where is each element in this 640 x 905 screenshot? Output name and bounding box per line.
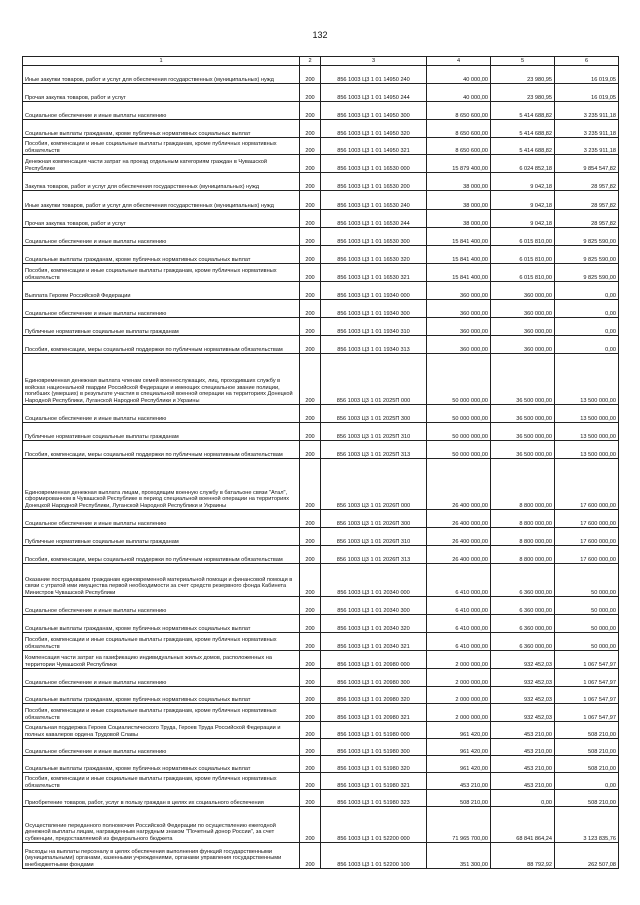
row-line-code: 200 <box>300 66 321 84</box>
row-executed-amount: 6 015 810,00 <box>491 264 555 282</box>
row-classification-code: 856 1003 Ц3 1 01 20340 000 <box>321 564 427 597</box>
row-classification-code: 856 1003 Ц3 1 01 2025П 300 <box>321 405 427 423</box>
row-line-code: 200 <box>300 459 321 510</box>
row-classification-code: 856 1003 Ц3 1 01 19340 313 <box>321 336 427 354</box>
row-name: Иные закупки товаров, работ и услуг для обеспечения государственных (муниципальных) нужд <box>23 191 300 210</box>
row-unexecuted-amount: 9 825 590,00 <box>555 228 619 246</box>
row-unexecuted-amount: 50 000,00 <box>555 615 619 633</box>
table-row <box>23 210 619 228</box>
table-row <box>23 687 619 704</box>
row-name: Оказание пострадавшим гражданам единовременной материальной помощи и финансовой помощи в связи с утратой ими имущества первой необходимости за счет средств резервного фонда Кабинета Министров Чувашской Республики <box>23 564 300 597</box>
row-name: Социальное обеспечение и иные выплаты населению <box>23 300 300 318</box>
row-classification-code: 856 1003 Ц3 1 01 16530 321 <box>321 264 427 282</box>
row-executed-amount: 5 414 688,82 <box>491 138 555 155</box>
row-name: Пособия, компенсации и иные социальные выплаты гражданам, кроме публичных нормативных обязательств <box>23 264 300 282</box>
row-executed-amount: 8 800 000,00 <box>491 510 555 528</box>
row-classification-code: 856 1003 Ц3 1 01 19340 310 <box>321 318 427 336</box>
row-name: Социальные выплаты гражданам, кроме публичных нормативных социальных выплат <box>23 615 300 633</box>
row-name: Публичные нормативные социальные выплаты гражданам <box>23 528 300 546</box>
row-unexecuted-amount: 17 600 000,00 <box>555 546 619 564</box>
row-line-code: 200 <box>300 102 321 120</box>
row-unexecuted-amount: 9 825 590,00 <box>555 264 619 282</box>
row-executed-amount: 360 000,00 <box>491 318 555 336</box>
row-name: Социальное обеспечение и иные выплаты населению <box>23 102 300 120</box>
row-executed-amount: 453 210,00 <box>491 773 555 790</box>
row-classification-code: 856 1003 Ц3 1 01 20340 320 <box>321 615 427 633</box>
row-unexecuted-amount: 0,00 <box>555 336 619 354</box>
row-approved-amount: 2 000 000,00 <box>427 651 491 669</box>
row-line-code: 200 <box>300 264 321 282</box>
row-unexecuted-amount: 3 123 835,76 <box>555 807 619 843</box>
row-classification-code: 856 1003 Ц3 1 01 20980 000 <box>321 651 427 669</box>
row-executed-amount: 9 042,18 <box>491 191 555 210</box>
row-name: Приобретение товаров, работ, услуг в пользу граждан в целях их социального обеспечения <box>23 790 300 807</box>
row-classification-code: 856 1003 Ц3 1 01 2026П 313 <box>321 546 427 564</box>
row-classification-code: 856 1003 Ц3 1 01 51980 323 <box>321 790 427 807</box>
row-unexecuted-amount: 0,00 <box>555 773 619 790</box>
row-unexecuted-amount: 13 500 000,00 <box>555 405 619 423</box>
row-unexecuted-amount: 28 957,82 <box>555 191 619 210</box>
row-classification-code: 856 1003 Ц3 1 01 51980 000 <box>321 722 427 739</box>
row-approved-amount: 50 000 000,00 <box>427 354 491 405</box>
row-name: Денежная компенсация части затрат на проезд отдельным категориям граждан в Чувашской Республике <box>23 155 300 173</box>
row-line-code: 200 <box>300 615 321 633</box>
table-row <box>23 405 619 423</box>
row-line-code: 200 <box>300 704 321 722</box>
row-name: Социальные выплаты гражданам, кроме публичных нормативных социальных выплат <box>23 687 300 704</box>
row-classification-code: 856 1003 Ц3 1 01 16530 300 <box>321 228 427 246</box>
row-line-code: 200 <box>300 790 321 807</box>
row-executed-amount: 6 360 000,00 <box>491 597 555 615</box>
row-approved-amount: 26 400 000,00 <box>427 528 491 546</box>
row-executed-amount: 9 042,18 <box>491 173 555 191</box>
row-unexecuted-amount: 0,00 <box>555 282 619 300</box>
row-name: Социальное обеспечение и иные выплаты населению <box>23 510 300 528</box>
row-executed-amount: 8 800 000,00 <box>491 546 555 564</box>
row-name: Социальные выплаты гражданам, кроме публичных нормативных социальных выплат <box>23 756 300 773</box>
row-unexecuted-amount: 50 000,00 <box>555 633 619 651</box>
row-unexecuted-amount: 28 957,82 <box>555 210 619 228</box>
table-row <box>23 282 619 300</box>
row-approved-amount: 38 000,00 <box>427 210 491 228</box>
row-executed-amount: 932 452,03 <box>491 669 555 687</box>
row-unexecuted-amount: 17 600 000,00 <box>555 528 619 546</box>
row-classification-code: 856 1003 Ц3 1 01 20340 300 <box>321 597 427 615</box>
row-classification-code: 856 1003 Ц3 1 01 20980 321 <box>321 704 427 722</box>
row-name: Пособия, компенсации, меры социальной поддержки по публичным нормативным обязательствам <box>23 336 300 354</box>
row-approved-amount: 2 000 000,00 <box>427 669 491 687</box>
row-executed-amount: 932 452,03 <box>491 704 555 722</box>
table-row <box>23 510 619 528</box>
row-executed-amount: 23 980,95 <box>491 84 555 102</box>
table-row <box>23 246 619 264</box>
row-approved-amount: 50 000 000,00 <box>427 441 491 459</box>
row-approved-amount: 38 000,00 <box>427 173 491 191</box>
row-unexecuted-amount: 508 210,00 <box>555 756 619 773</box>
row-name: Иные закупки товаров, работ и услуг для обеспечения государственных (муниципальных) нужд <box>23 66 300 84</box>
page-number: 132 <box>312 30 328 40</box>
table-row <box>23 318 619 336</box>
row-unexecuted-amount: 9 854 547,82 <box>555 155 619 173</box>
row-classification-code: 856 1003 Ц3 1 01 19340 000 <box>321 282 427 300</box>
row-classification-code: 856 1003 Ц3 1 01 2025П 310 <box>321 423 427 441</box>
row-unexecuted-amount: 3 235 911,18 <box>555 120 619 138</box>
table-row <box>23 669 619 687</box>
row-line-code: 200 <box>300 441 321 459</box>
row-classification-code: 856 1003 Ц3 1 01 16530 244 <box>321 210 427 228</box>
row-unexecuted-amount: 16 019,05 <box>555 66 619 84</box>
row-executed-amount: 36 500 000,00 <box>491 354 555 405</box>
row-classification-code: 856 1003 Ц3 1 01 51980 321 <box>321 773 427 790</box>
row-unexecuted-amount: 13 500 000,00 <box>555 441 619 459</box>
row-classification-code: 856 1003 Ц3 1 01 16530 200 <box>321 173 427 191</box>
row-name: Социальное обеспечение и иные выплаты населению <box>23 739 300 756</box>
row-line-code: 200 <box>300 84 321 102</box>
row-name: Социальные выплаты гражданам, кроме публичных нормативных социальных выплат <box>23 246 300 264</box>
row-classification-code: 856 1003 Ц3 1 01 20340 321 <box>321 633 427 651</box>
row-line-code: 200 <box>300 155 321 173</box>
row-name: Социальное обеспечение и иные выплаты населению <box>23 597 300 615</box>
row-executed-amount: 5 414 688,82 <box>491 102 555 120</box>
row-executed-amount: 88 792,92 <box>491 843 555 869</box>
row-line-code: 200 <box>300 191 321 210</box>
row-unexecuted-amount: 50 000,00 <box>555 564 619 597</box>
row-approved-amount: 8 650 600,00 <box>427 138 491 155</box>
table-row <box>23 807 619 843</box>
row-approved-amount: 961 420,00 <box>427 722 491 739</box>
row-name: Пособия, компенсации, меры социальной поддержки по публичным нормативным обязательствам <box>23 546 300 564</box>
row-line-code: 200 <box>300 528 321 546</box>
row-name: Публичные нормативные социальные выплаты гражданам <box>23 423 300 441</box>
row-executed-amount: 8 800 000,00 <box>491 459 555 510</box>
row-approved-amount: 26 400 000,00 <box>427 510 491 528</box>
table-row <box>23 441 619 459</box>
row-approved-amount: 360 000,00 <box>427 282 491 300</box>
column-header: 6 <box>555 57 619 66</box>
row-classification-code: 856 1003 Ц3 1 01 51980 300 <box>321 739 427 756</box>
row-executed-amount: 932 452,03 <box>491 687 555 704</box>
row-executed-amount: 6 360 000,00 <box>491 564 555 597</box>
row-approved-amount: 2 000 000,00 <box>427 704 491 722</box>
row-executed-amount: 453 210,00 <box>491 756 555 773</box>
row-classification-code: 856 1003 Ц3 1 01 14950 320 <box>321 120 427 138</box>
row-approved-amount: 6 410 000,00 <box>427 597 491 615</box>
table-row <box>23 459 619 510</box>
table-row <box>23 120 619 138</box>
row-line-code: 200 <box>300 120 321 138</box>
row-approved-amount: 961 420,00 <box>427 739 491 756</box>
row-classification-code: 856 1003 Ц3 1 01 16530 320 <box>321 246 427 264</box>
row-classification-code: 856 1003 Ц3 1 01 20980 300 <box>321 669 427 687</box>
row-unexecuted-amount: 508 210,00 <box>555 722 619 739</box>
row-executed-amount: 360 000,00 <box>491 282 555 300</box>
table-row <box>23 528 619 546</box>
row-name: Пособия, компенсации и иные социальные выплаты гражданам, кроме публичных нормативных обязательств <box>23 633 300 651</box>
row-name: Расходы на выплаты персоналу в целях обеспечения выполнения функций государственными (муниципальными) органами, казенными учреждениями, органами управления государственными внебюджетными фондами <box>23 843 300 869</box>
row-approved-amount: 15 841 400,00 <box>427 246 491 264</box>
row-approved-amount: 360 000,00 <box>427 318 491 336</box>
row-unexecuted-amount: 1 067 547,97 <box>555 704 619 722</box>
row-executed-amount: 36 500 000,00 <box>491 423 555 441</box>
row-line-code: 200 <box>300 756 321 773</box>
row-classification-code: 856 1003 Ц3 1 01 51980 320 <box>321 756 427 773</box>
table-row <box>23 191 619 210</box>
table-row <box>23 354 619 405</box>
table-row <box>23 102 619 120</box>
table-row <box>23 66 619 84</box>
row-line-code: 200 <box>300 546 321 564</box>
row-unexecuted-amount: 3 235 911,18 <box>555 102 619 120</box>
row-unexecuted-amount: 3 235 911,18 <box>555 138 619 155</box>
row-executed-amount: 360 000,00 <box>491 300 555 318</box>
row-name: Выплата Героям Российской Федерации <box>23 282 300 300</box>
table-row <box>23 336 619 354</box>
table-row <box>23 756 619 773</box>
row-unexecuted-amount: 9 825 590,00 <box>555 246 619 264</box>
table-row <box>23 264 619 282</box>
row-unexecuted-amount: 1 067 547,97 <box>555 669 619 687</box>
row-approved-amount: 360 000,00 <box>427 300 491 318</box>
table-row <box>23 633 619 651</box>
table-row <box>23 84 619 102</box>
row-executed-amount: 36 500 000,00 <box>491 405 555 423</box>
row-approved-amount: 71 965 700,00 <box>427 807 491 843</box>
table-row <box>23 300 619 318</box>
row-line-code: 200 <box>300 210 321 228</box>
table-row <box>23 773 619 790</box>
row-line-code: 200 <box>300 173 321 191</box>
row-unexecuted-amount: 508 210,00 <box>555 790 619 807</box>
table-row <box>23 704 619 722</box>
row-approved-amount: 50 000 000,00 <box>427 405 491 423</box>
row-approved-amount: 6 410 000,00 <box>427 633 491 651</box>
row-executed-amount: 6 015 810,00 <box>491 228 555 246</box>
row-unexecuted-amount: 16 019,05 <box>555 84 619 102</box>
row-classification-code: 856 1003 Ц3 1 01 20980 320 <box>321 687 427 704</box>
table-row <box>23 138 619 155</box>
row-line-code: 200 <box>300 597 321 615</box>
row-approved-amount: 15 841 400,00 <box>427 264 491 282</box>
table-row <box>23 173 619 191</box>
row-line-code: 200 <box>300 228 321 246</box>
row-unexecuted-amount: 1 067 547,97 <box>555 687 619 704</box>
row-executed-amount: 5 414 688,82 <box>491 120 555 138</box>
table-row <box>23 615 619 633</box>
row-approved-amount: 40 000,00 <box>427 84 491 102</box>
row-unexecuted-amount: 13 500 000,00 <box>555 423 619 441</box>
row-executed-amount: 453 210,00 <box>491 739 555 756</box>
row-name: Компенсация части затрат на газификацию индивидуальных жилых домов, расположенных на территории Чувашской Республики <box>23 651 300 669</box>
row-line-code: 200 <box>300 300 321 318</box>
row-line-code: 200 <box>300 138 321 155</box>
row-unexecuted-amount: 50 000,00 <box>555 597 619 615</box>
row-line-code: 200 <box>300 510 321 528</box>
row-name: Пособия, компенсации и иные социальные выплаты гражданам, кроме публичных нормативных обязательств <box>23 704 300 722</box>
column-header: 3 <box>321 57 427 66</box>
row-line-code: 200 <box>300 405 321 423</box>
row-approved-amount: 15 841 400,00 <box>427 228 491 246</box>
row-name: Социальная поддержка Героев Социалистического Труда, Героев Труда Российской Федерации и полных кавалеров ордена Трудовой Славы <box>23 722 300 739</box>
table-row <box>23 722 619 739</box>
table-row <box>23 651 619 669</box>
row-name: Публичные нормативные социальные выплаты гражданам <box>23 318 300 336</box>
row-unexecuted-amount: 13 500 000,00 <box>555 354 619 405</box>
table-row <box>23 790 619 807</box>
row-unexecuted-amount: 0,00 <box>555 300 619 318</box>
row-name: Закупка товаров, работ и услуг для обеспечения государственных (муниципальных) нужд <box>23 173 300 191</box>
row-name: Пособия, компенсации, меры социальной поддержки по публичным нормативным обязательствам <box>23 441 300 459</box>
row-name: Пособия, компенсации и иные социальные выплаты гражданам, кроме публичных нормативных обязательств <box>23 773 300 790</box>
row-name: Осуществление переданного полномочия Российской Федерации по осуществлению ежегодной денежной выплаты лицам, награжденным нагрудным знаком "Почетный донор России", за счет субвенции, предоставляемой из федерального бюджета <box>23 807 300 843</box>
row-approved-amount: 360 000,00 <box>427 336 491 354</box>
row-line-code: 200 <box>300 423 321 441</box>
row-line-code: 200 <box>300 354 321 405</box>
row-unexecuted-amount: 17 600 000,00 <box>555 510 619 528</box>
row-classification-code: 856 1003 Ц3 1 01 14950 244 <box>321 84 427 102</box>
row-name: Единовременная денежная выплата лицам, проходящим военную службу в батальоне связи "Атал", сформированном в Чувашской Республике в период специальной военной операции на территориях Донецкой Народной Республики, Луганской Народной Республики и Украины <box>23 459 300 510</box>
row-executed-amount: 68 841 864,24 <box>491 807 555 843</box>
row-line-code: 200 <box>300 669 321 687</box>
column-header: 4 <box>427 57 491 66</box>
row-approved-amount: 351 300,00 <box>427 843 491 869</box>
row-approved-amount: 26 400 000,00 <box>427 546 491 564</box>
row-name: Пособия, компенсации и иные социальные выплаты гражданам, кроме публичных нормативных обязательств <box>23 138 300 155</box>
row-name: Прочая закупка товаров, работ и услуг <box>23 84 300 102</box>
row-approved-amount: 961 420,00 <box>427 756 491 773</box>
table-row <box>23 423 619 441</box>
row-executed-amount: 6 360 000,00 <box>491 615 555 633</box>
row-classification-code: 856 1003 Ц3 1 01 19340 300 <box>321 300 427 318</box>
table-row <box>23 564 619 597</box>
row-line-code: 200 <box>300 282 321 300</box>
row-classification-code: 856 1003 Ц3 1 01 16530 000 <box>321 155 427 173</box>
row-approved-amount: 6 410 000,00 <box>427 615 491 633</box>
table-header-row <box>23 57 619 66</box>
row-executed-amount: 6 015 810,00 <box>491 246 555 264</box>
table-row <box>23 155 619 173</box>
row-classification-code: 856 1003 Ц3 1 01 2025П 000 <box>321 354 427 405</box>
row-executed-amount: 9 042,18 <box>491 210 555 228</box>
row-unexecuted-amount: 508 210,00 <box>555 739 619 756</box>
row-executed-amount: 36 500 000,00 <box>491 441 555 459</box>
row-line-code: 200 <box>300 739 321 756</box>
row-executed-amount: 0,00 <box>491 790 555 807</box>
row-classification-code: 856 1003 Ц3 1 01 2026П 000 <box>321 459 427 510</box>
row-approved-amount: 15 879 400,00 <box>427 155 491 173</box>
row-executed-amount: 932 452,03 <box>491 651 555 669</box>
row-approved-amount: 508 210,00 <box>427 790 491 807</box>
row-approved-amount: 50 000 000,00 <box>427 423 491 441</box>
column-header: 5 <box>491 57 555 66</box>
row-unexecuted-amount: 17 600 000,00 <box>555 459 619 510</box>
row-name: Социальное обеспечение и иные выплаты населению <box>23 228 300 246</box>
row-approved-amount: 38 000,00 <box>427 191 491 210</box>
row-name: Единовременная денежная выплата членам семей военнослужащих, лиц, проходивших службу в войсках национальной гвардии Российской Федерации и имеющих специальное звание полиции, погибших (умерших) в результате участия в специальной военной операции на территориях Донецкой Народной Республики, Луганской Народной Республики и Украины <box>23 354 300 405</box>
row-unexecuted-amount: 262 507,08 <box>555 843 619 869</box>
row-line-code: 200 <box>300 318 321 336</box>
row-name: Социальные выплаты гражданам, кроме публичных нормативных социальных выплат <box>23 120 300 138</box>
row-line-code: 200 <box>300 807 321 843</box>
row-classification-code: 856 1003 Ц3 1 01 14950 321 <box>321 138 427 155</box>
row-executed-amount: 6 024 852,18 <box>491 155 555 173</box>
row-approved-amount: 6 410 000,00 <box>427 564 491 597</box>
row-classification-code: 856 1003 Ц3 1 01 2026П 310 <box>321 528 427 546</box>
row-line-code: 200 <box>300 687 321 704</box>
row-unexecuted-amount: 28 957,82 <box>555 173 619 191</box>
row-executed-amount: 360 000,00 <box>491 336 555 354</box>
row-line-code: 200 <box>300 773 321 790</box>
row-name: Прочая закупка товаров, работ и услуг <box>23 210 300 228</box>
row-line-code: 200 <box>300 651 321 669</box>
row-classification-code: 856 1003 Ц3 1 01 52200 000 <box>321 807 427 843</box>
column-header: 1 <box>23 57 300 66</box>
row-executed-amount: 6 360 000,00 <box>491 633 555 651</box>
row-approved-amount: 26 400 000,00 <box>427 459 491 510</box>
budget-execution-table <box>22 56 619 869</box>
row-approved-amount: 40 000,00 <box>427 66 491 84</box>
table-row <box>23 546 619 564</box>
row-executed-amount: 8 800 000,00 <box>491 528 555 546</box>
row-classification-code: 856 1003 Ц3 1 01 52200 100 <box>321 843 427 869</box>
row-classification-code: 856 1003 Ц3 1 01 14950 240 <box>321 66 427 84</box>
row-line-code: 200 <box>300 843 321 869</box>
table-row <box>23 597 619 615</box>
row-classification-code: 856 1003 Ц3 1 01 16530 240 <box>321 191 427 210</box>
row-unexecuted-amount: 1 067 547,97 <box>555 651 619 669</box>
row-approved-amount: 8 650 600,00 <box>427 102 491 120</box>
column-header: 2 <box>300 57 321 66</box>
row-line-code: 200 <box>300 722 321 739</box>
row-executed-amount: 453 210,00 <box>491 722 555 739</box>
table-row <box>23 843 619 869</box>
row-executed-amount: 23 980,95 <box>491 66 555 84</box>
table-row <box>23 228 619 246</box>
row-approved-amount: 8 650 600,00 <box>427 120 491 138</box>
row-line-code: 200 <box>300 633 321 651</box>
row-line-code: 200 <box>300 336 321 354</box>
row-line-code: 200 <box>300 564 321 597</box>
row-classification-code: 856 1003 Ц3 1 01 2025П 313 <box>321 441 427 459</box>
row-approved-amount: 453 210,00 <box>427 773 491 790</box>
row-name: Социальное обеспечение и иные выплаты населению <box>23 405 300 423</box>
row-line-code: 200 <box>300 246 321 264</box>
row-classification-code: 856 1003 Ц3 1 01 2026П 300 <box>321 510 427 528</box>
row-approved-amount: 2 000 000,00 <box>427 687 491 704</box>
row-classification-code: 856 1003 Ц3 1 01 14950 300 <box>321 102 427 120</box>
row-unexecuted-amount: 0,00 <box>555 318 619 336</box>
row-name: Социальное обеспечение и иные выплаты населению <box>23 669 300 687</box>
table-row <box>23 739 619 756</box>
